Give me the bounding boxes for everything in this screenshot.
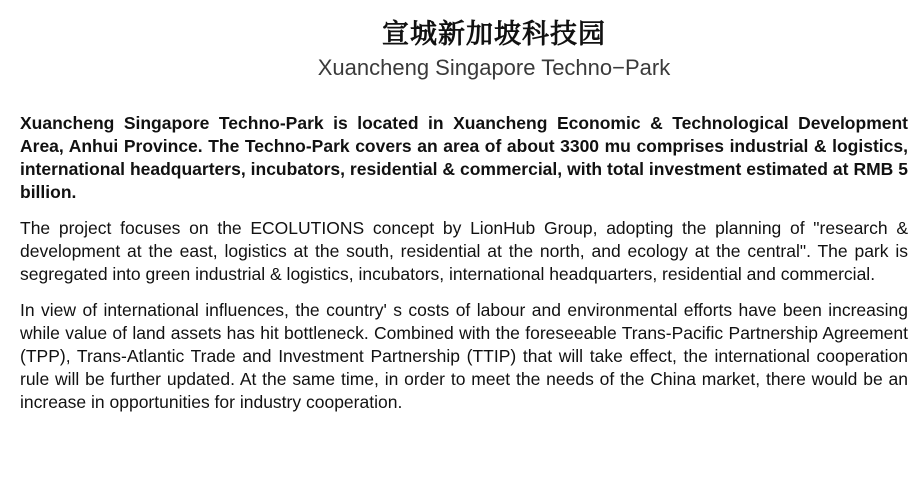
page-header bbox=[0, 18, 920, 82]
paragraph-concept: The project focuses on the ECOLUTIONS concept by LionHub Group, adopting the planning of "research & development at the east, logistics at the south, residential at the north, and ecology at the central". The park is segregated into green industrial & logistics, incubators, international headquarters, residential and commercial. bbox=[20, 218, 908, 284]
paragraph-overview: Xuancheng Singapore Techno-Park is located in Xuancheng Economic & Technological Development Area, Anhui Province. The Techno-Park covers an area of about 3300 mu comprises industrial & logistics, international headquarters, incubators, residential & commercial, with total investment estimated at RMB 5 billion. bbox=[20, 113, 908, 202]
paragraph-influences: In view of international influences, the country' s costs of labour and environmental efforts have been increasing while value of land assets has hit bottleneck. Combined with the foreseeable Trans-Pacific Partnership Agreement (TPP), Trans-Atlantic Trade and Investment Partnership (TTIP) that will take effect, the international cooperation rule will be further updated. At the same time, in order to meet the needs of the China market, there would be an increase in opportunities for industry cooperation. bbox=[20, 300, 908, 412]
page-title-english: Xuancheng Singapore Techno−Park bbox=[317, 55, 671, 80]
page-title-chinese: 宣城新加坡科技园 bbox=[382, 19, 606, 50]
main-content bbox=[20, 112, 908, 414]
